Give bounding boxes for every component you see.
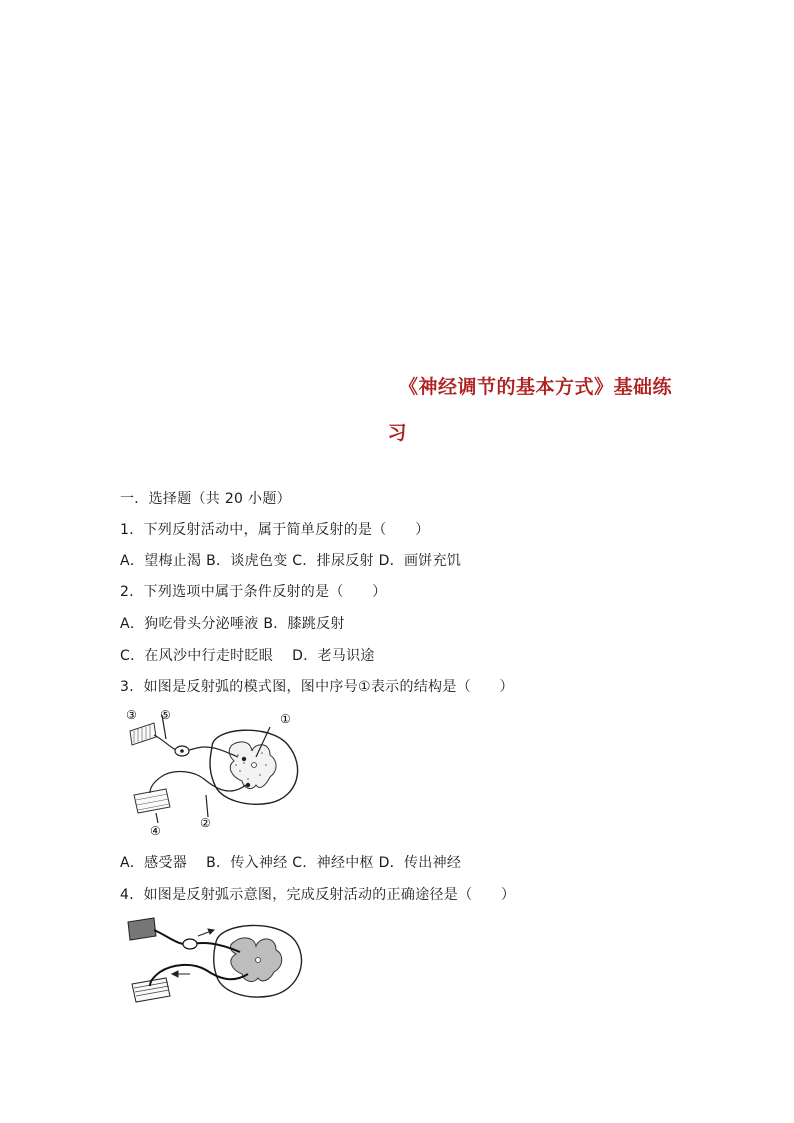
reflex-arc-figure-q4 <box>120 912 310 1012</box>
figure-label-2: ② <box>200 816 211 830</box>
receptor-block <box>128 918 156 940</box>
question-4-stem: 4．如图是反射弧示意图，完成反射活动的正确途径是（ ） <box>120 887 516 903</box>
question-1-options: A．望梅止渴 B．谈虎色变 C．排尿反射 D．画饼充饥 <box>120 553 462 569</box>
question-2-options-row1: A．狗吃骨头分泌唾液 B．膝跳反射 <box>120 616 345 632</box>
question-3-options: A．感受器 B．传入神经 C．神经中枢 D．传出神经 <box>120 855 462 871</box>
question-1-stem: 1．下列反射活动中，属于简单反射的是（ ） <box>120 522 430 538</box>
document-title: 《神经调节的基本方式》基础练 <box>398 376 672 398</box>
spinal-cord-section <box>214 925 302 997</box>
reflex-arc-figure-q3 <box>120 705 310 840</box>
figure-label-4: ④ <box>150 824 161 838</box>
question-2-stem: 2．下列选项中属于条件反射的是（ ） <box>120 584 387 600</box>
figure-label-3: ③ <box>126 708 137 722</box>
figure-label-1: ① <box>280 712 291 726</box>
direction-arrow-icon <box>172 929 214 977</box>
figure-label-5: ⑤ <box>160 708 171 722</box>
document-title-continued: 习 <box>387 422 407 444</box>
effector-block <box>134 789 170 813</box>
question-3-stem: 3．如图是反射弧的模式图，图中序号①表示的结构是（ ） <box>120 679 514 695</box>
spinal-cord-section <box>210 730 298 804</box>
receptor-block <box>130 723 156 745</box>
section-heading: 一．选择题（共 20 小题） <box>120 491 291 507</box>
question-2-options-row2: C．在风沙中行走时眨眼 D．老马识途 <box>120 648 375 664</box>
